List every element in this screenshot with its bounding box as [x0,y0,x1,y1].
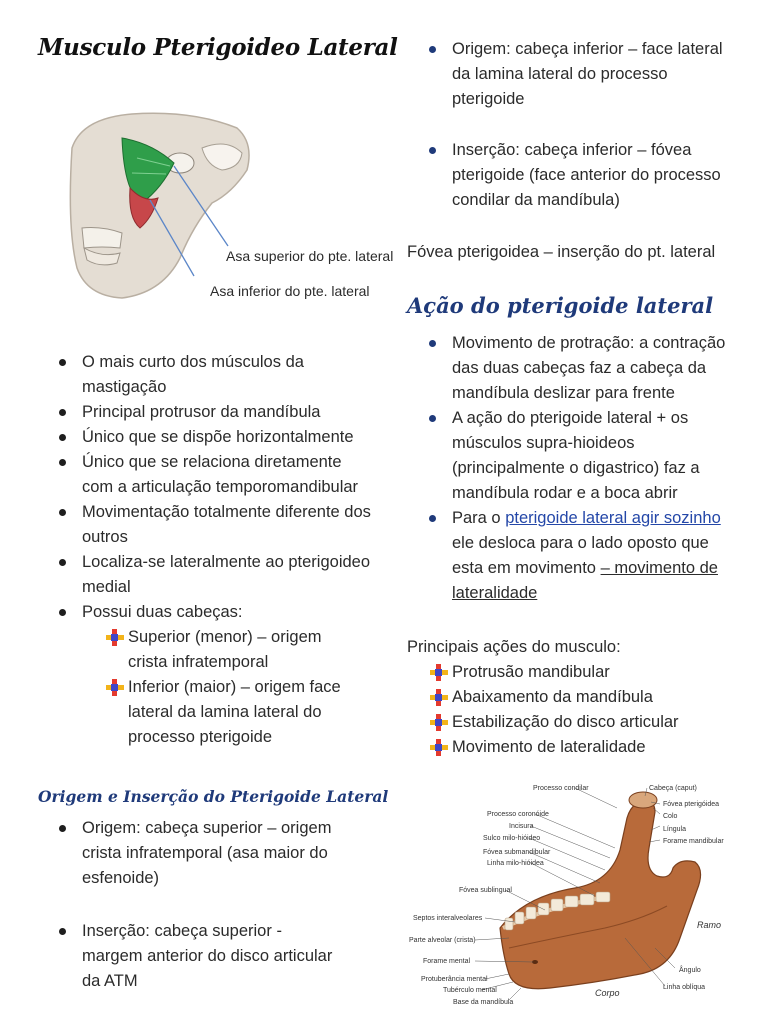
cross-bullet-icon [430,714,448,731]
action-list [426,331,736,606]
lateral-link[interactable]: pterigoide lateral agir sozinho [505,509,721,527]
label-linha-obliqua: Linha oblíqua [663,984,706,991]
cross-bullet-icon [430,689,448,706]
origin-heading: Origem e Inserção do Pterigoide Lateral [38,787,389,806]
cross-bullet-icon [106,679,124,696]
skull-figure [62,108,262,303]
right-top-section [426,37,736,213]
label-incisura: Incisura [509,823,534,830]
text-middle: ele desloca para o lado oposto que esta em movimento [452,534,709,577]
text-prefix: Para o [452,509,506,527]
list-item: O mais curto dos músculos da mastigação [56,350,371,400]
fovea-note: Fóvea pterigoidea – inserção do pt. lateral [407,243,716,261]
action-section [426,331,736,606]
label-base: Base da mandíbula [453,999,514,1006]
label-asa-superior: Asa superior do pte. lateral [226,248,394,264]
origin-list [56,816,346,994]
action-text: Estabilização do disco articular [452,713,679,731]
list-item: Inserção: cabeça inferior – fóvea pterigoide (face anterior do processo condilar da mandíbula) [426,138,736,213]
label-ramo: Ramo [697,920,722,930]
list-item: Localiza-se lateralmente ao pterigoideo medial [56,550,371,600]
label-processo-condilar: Processo condilar [533,785,589,792]
action-heading: Ação do pterigoide lateral [407,293,714,318]
text-underlined: – movimento de lateralidade [452,559,718,602]
label-fovea-sublingual: Fóvea sublingual [459,887,512,894]
list-item: Principal protrusor da mandíbula [56,400,371,425]
features-list [56,350,371,625]
page-title: Musculo Pterigoideo Lateral [38,34,398,61]
list-item: A ação do pterigoide lateral + os músculos supra-hioideos (principalmente o digastrico) faz a mandíbula rodar e a boca abrir [426,406,736,506]
action-text: Protrusão mandibular [452,663,610,681]
main-actions-title: Principais ações do musculo: [407,638,621,656]
list-item [430,735,730,760]
label-forame-mental: Forame mental [423,958,471,965]
label-forame-mandibular: Forame mandibular [663,838,724,845]
label-angulo: Ângulo [679,967,701,974]
list-item: Movimento de protração: a contração das duas cabeças faz a cabeça da mandíbula deslizar para frente [426,331,736,406]
list-item: Possui duas cabeças: [56,600,371,625]
cross-bullet-icon [430,664,448,681]
mandible-figure [405,778,760,1010]
list-item-lateral [426,506,736,606]
list-item: Único que se relaciona diretamente com a articulação temporomandibular [56,450,371,500]
label-colo: Colo [663,813,678,820]
heads-list [106,625,346,750]
main-actions-section [430,660,730,760]
features-section [56,350,371,750]
label-sulco-milo-hioideo: Sulco milo-hióideo [483,835,541,842]
label-lingula: Língula [663,826,686,833]
head-item-superior [106,625,346,675]
right-top-list [426,37,736,213]
list-item [430,710,730,735]
label-parte-alveolar: Parte alveolar (crista) [409,937,476,944]
action-text: Movimento de lateralidade [452,738,646,756]
label-asa-inferior: Asa inferior do pte. lateral [210,283,370,299]
head-text: Superior (menor) – origem crista infratemporal [128,628,322,671]
list-item [430,685,730,710]
list-item: Movimentação totalmente diferente dos outros [56,500,371,550]
label-septos: Septos interalveolares [413,915,483,922]
list-item: Único que se dispõe horizontalmente [56,425,371,450]
label-fovea-pterigoidea: Fóvea pterigóidea [663,801,720,808]
label-protuberancia: Protuberância mental [421,976,488,983]
label-tuberculo: Tubérculo mental [443,987,497,994]
label-corpo: Corpo [595,988,620,998]
head-text: Inferior (maior) – origem face lateral da lamina lateral do processo pterigoide [128,678,341,746]
cross-bullet-icon [430,739,448,756]
action-text: Abaixamento da mandíbula [452,688,653,706]
list-item: Inserção: cabeça superior - margem anterior do disco articular da ATM [56,919,346,994]
label-fovea-submandibular: Fóvea submandibular [483,849,551,856]
list-item [430,660,730,685]
head-item-inferior [106,675,346,750]
label-cabeca: Cabeça (caput) [649,785,697,792]
label-linha-milo-hioidea: Linha milo-hióidea [487,860,544,867]
main-actions-list [430,660,730,760]
label-processo-coronoide: Processo coronóide [487,811,549,818]
list-item: Origem: cabeça inferior – face lateral da lamina lateral do processo pterigoide [426,37,736,112]
list-item: Origem: cabeça superior – origem crista infratemporal (asa maior do esfenoide) [56,816,346,891]
origin-section [56,816,346,994]
cross-bullet-icon [106,629,124,646]
